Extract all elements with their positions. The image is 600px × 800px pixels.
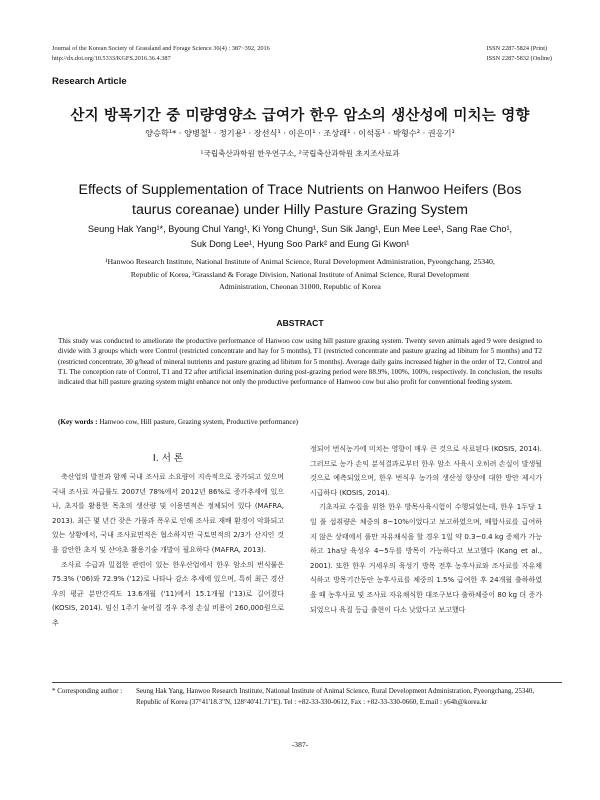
keywords — [58, 418, 542, 426]
english-affiliation-line-1: ¹Hanwoo Research Institute, National Institute of Animal Science, Rural Development Administration, Pyeongchang, 25340, — [105, 257, 495, 266]
footnote-divider — [52, 682, 562, 683]
korean-affiliations: ¹국립축산과학원 한우연구소, ²국립축산과학원 초지조사료과 — [200, 149, 400, 158]
korean-title: 산지 방목기간 중 미량영양소 급여가 한우 암소의 생산성에 미치는 영향 — [70, 108, 530, 124]
corresponding-author-note — [52, 686, 562, 708]
english-affiliation-line-2: Republic of Korea, ²Grassland & Forage Division, National Institute of Animal Science, Rural Development — [130, 269, 470, 279]
section-heading-introduction: Ⅰ. 서 론 — [152, 453, 184, 464]
english-authors-line-1: Seung Hak Yang¹*, Byoung Chul Yang¹, Ki Yong Chung¹, Sun Sik Jang¹, Eun Mee Lee¹, Sang Rae Cho¹, — [87, 224, 513, 234]
body-column-left — [52, 470, 284, 631]
issn-print: ISSN 2287-5824 (Print) — [486, 45, 548, 52]
corresponding-author-label: * Corresponding author : — [52, 687, 123, 695]
body-paragraph-continued: 정되어 번식농가에 미치는 영향이 매우 큰 것으로 사료된다 (KOSIS, 2014). 그러므로 농가 손익 분석결과로부터 한우 암소 사육시 오히려 손실이 발생될 것으로 예측되었으며, 한우 번식우 농가의 생산성 향상에 대한 방안 제시가 시급하다 (KOSIS, 2014). — [310, 445, 542, 497]
journal-citation: Journal of the Korean Society of Grassland and Forage Science 36(4) : 387~392, 2016 — [52, 45, 270, 52]
abstract-text: This study was conducted to ameliorate the productive performance of Hanwoo cow using hill pasture grazing system. Twenty seven animals aged 9 were designed to divide with 3 groups which were Control (restricted concentrate and hay for 5 months), T1 (restricted concentrate and pasture grazing ad libitum for 5 months) and T2 (restricted concentrate, 30 g/head of mineral nutrients and pasture grazing ad libitum for 5 months). Average daily gains increased higher in the order of T2, Control and T1. The conception rate of Control, T1 and T2 after artificial insemination during post-grazing period were 88.9%, 100%, 100%, respectively. In conclusion, the results indicated that hill pasture grazing system might enhance not only the productive performance of Hanwoo cow but also profit for conventional feeding system. — [58, 337, 542, 387]
english-affiliation-line-3: Administration, Cheonan 31000, Republic of Korea — [219, 282, 381, 291]
corresponding-author-details: Seung Hak Yang, Hanwoo Research Institute, National Institute of Animal Science, Rural Development Administration, Pyeongchang, 25340, Republic of Korea (37°41'18.3"N, 128°40'41.71"E). Tel : +82-33-330-0612, Fax : +82-33-330-0660, E.mail : y64h@korea.kr — [136, 687, 535, 707]
body-paragraph: 기초자료 수집을 위한 한우 방목사육시험이 수행되었는데, 한우 1두당 1일 풀 섭취량은 체중의 8~10%이었다고 보고하였으며, 배합사료를 급여하지 않은 상태에서 풀만 자유채식을 할 경우 1일 약 0.3~0.4 kg 증체가 가능하고 1ha당 육성우 4~5두를 방목이 가능하다고 보고했다 (Kang et al., 2001). 또한 한우 거세우의 육성기 방목 전후 농후사료와 조사료를 자유채식하고 방목기간동안 농후사료를 체중의 1.5% 급여한 후 24개월 출하하였을 때 농후사료 및 조사료 자유채식한 대조구보다 출하체중이 80 kg 더 증가되었으나 육질 등급 출현이 다소 낮았다고 보고했다 — [310, 503, 542, 614]
english-affiliations — [56, 256, 544, 294]
english-title: Effects of Supplementation of Trace Nutrients on Hanwoo Heifers (Bos taurus coreanae) under Hilly Pasture Grazing System — [78, 182, 522, 218]
doi-link[interactable]: http://dx.doi.org/10.5333/KGFS.2016.36.4.387 — [52, 55, 171, 62]
keywords-list: Hanwoo cow, Hill pasture, Grazing system, Productive performance) — [99, 418, 299, 426]
journal-header — [52, 44, 270, 64]
issn-block — [487, 44, 552, 64]
korean-authors: 양승학¹* · 양병철¹ · 정기용¹ · 장선식¹ · 이은미¹ · 조상래¹ · 이석동¹ · 박형수² · 권응기¹ — [145, 128, 455, 138]
article-type-label: Research Article — [52, 76, 127, 87]
body-paragraph: 조사료 수급과 밀접한 관련이 있는 한우산업에서 한우 암소의 번식률은 75.3% ('06)와 72.9% ('12)로 나타나 감소 추세에 있으며, 특히 최근 경산우의 평균 분만간격도 13.6개월 ('11)에서 15.1개월 ('13)로 길어졌다 (KOSIS, 2014). 임신 1주기 늦어질 경우 추정 손실 비용이 260,000원으로 추 — [52, 560, 284, 627]
english-authors-line-2: Suk Dong Lee¹, Hyung Soo Park² and Eung Gi Kwon¹ — [190, 239, 410, 249]
keywords-label: (Key words : — [58, 418, 98, 426]
body-paragraph: 축산업의 발전과 함께 국내 조사료 소요량이 지속적으로 증가되고 있으며 국내 조사료 자급률도 2007년 78%에서 2012년 86%로 증가추세에 있으나, 초지를 활용한 목초의 생산량 및 이용면적은 정체되어 있다 (MAFRA, 2013). 최근 몇 년간 잦은 가뭄과 폭우로 인해 조사료 재배 환경이 악화되고 있는 상황에서, 국내 조사료면적은 협소하지만 국토면적의 2/3가 산지인 것을 감안한 초지 및 산야초 활용기술 개발이 필요하다 (MAFRA, 2013). — [52, 473, 284, 554]
body-column-right — [310, 442, 542, 617]
english-authors — [60, 222, 540, 252]
abstract-heading: ABSTRACT — [276, 318, 324, 328]
issn-online: ISSN 2287-5832 (Online) — [486, 55, 552, 62]
page-number: -387- — [291, 740, 309, 749]
